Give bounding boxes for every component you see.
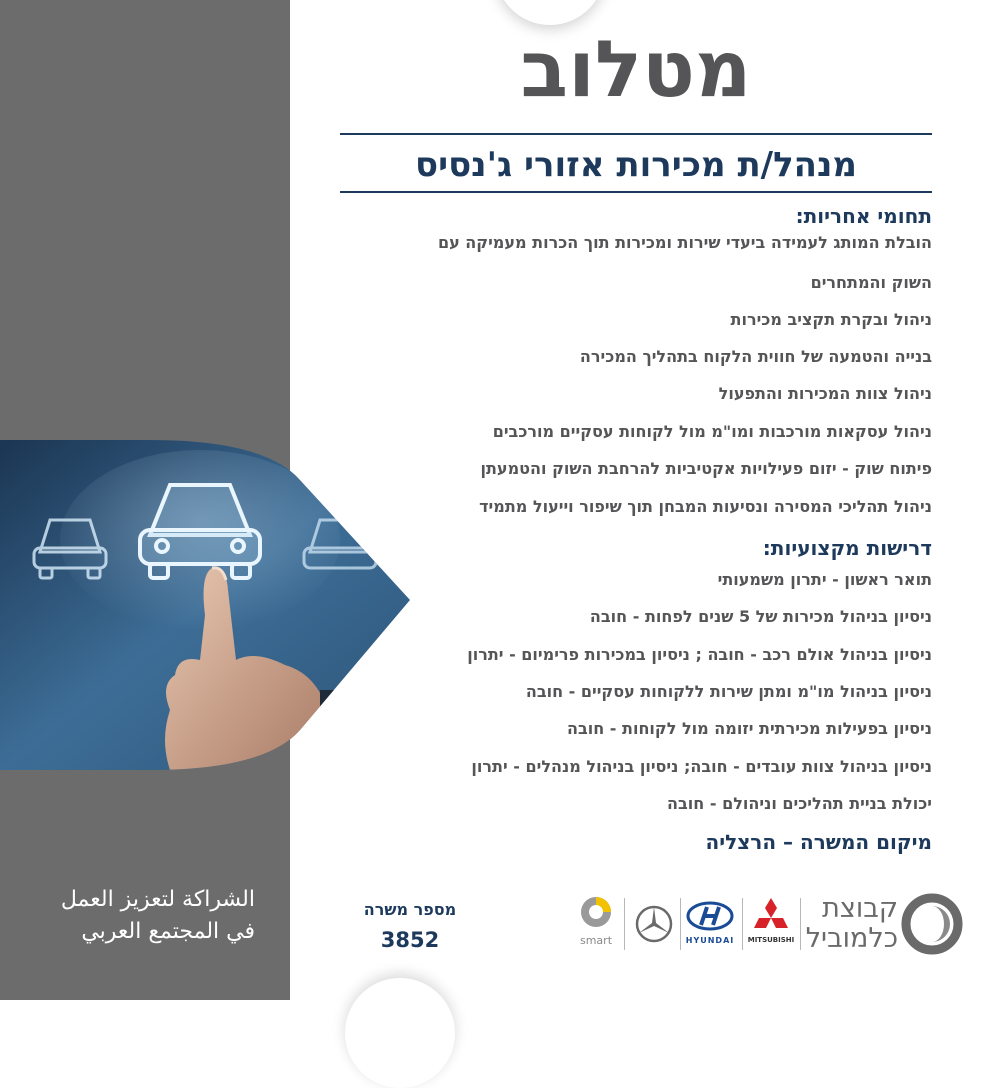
- logo-divider: [742, 898, 743, 950]
- smart-icon: [574, 892, 618, 932]
- requirement-item: ניסיון בפעילות מכירתית יזומה מול לקוחות - חובה: [567, 719, 932, 738]
- smart-logo-text: smart: [579, 934, 613, 947]
- mitsubishi-logo: [746, 892, 796, 956]
- logo-divider: [624, 898, 625, 950]
- group-ring-icon: [900, 892, 964, 956]
- colmobil-group-logo: [804, 892, 964, 956]
- requirement-item: ניסיון בניהול אולם רכב - חובה ; ניסיון במכירות פרימיום - יתרון: [467, 645, 932, 664]
- hyundai-logo-text: HYUNDAI: [685, 936, 735, 945]
- partnership-text: [0, 884, 255, 948]
- title-top-rule: [340, 133, 932, 135]
- title-bottom-rule: [340, 191, 932, 193]
- requirement-item: תואר ראשון - יתרון משמעותי: [717, 570, 932, 589]
- brand-logos: [574, 892, 964, 956]
- mercedes-logo: [632, 892, 676, 956]
- mitsubishi-diamonds-icon: [746, 892, 796, 932]
- logo-divider: [800, 898, 801, 950]
- responsibility-item: ניהול ובקרת תקציב מכירות: [730, 310, 932, 329]
- responsibility-item: השוק והמתחרים: [810, 273, 932, 292]
- job-title: מנהל/ת מכירות אזורי ג'נסיס: [414, 145, 858, 185]
- responsibility-item: פיתוח שוק - יזום פעילויות אקטיביות להרחבת השוק והטמעתן: [480, 459, 932, 478]
- responsibility-item: ניהול עסקאות מורכבות ומו"מ מול לקוחות עסקיים מורכבים: [492, 422, 932, 441]
- group-name-line-2: כלמוביל: [805, 923, 898, 954]
- requirement-item: ניסיון בניהול צוות עובדים - חובה; ניסיון בניהול מנהלים - יתרון: [471, 757, 932, 776]
- job-number-value: 3852: [380, 928, 440, 952]
- responsibility-item: הובלת המותג לעמידה ביעדי שירות ומכירות תוך הכרות מעמיקה עם: [437, 233, 932, 252]
- requirement-item: ניסיון בניהול מכירות של 5 שנים לפחות - חובה: [589, 607, 932, 626]
- partnership-line-1: الشراكة لتعزيز العمل: [60, 887, 255, 912]
- requirement-item: ניסיון בניהול מו"מ ומתן שירות ללקוחות עסקיים - חובה: [525, 682, 932, 701]
- responsibility-item: בנייה והטמעה של חווית הלקוח בתהליך המכירה: [579, 347, 932, 366]
- responsibility-item: ניהול תהליכי המסירה ונסיעות המבחן תוך שיפור וייעול מתמיד: [479, 497, 932, 516]
- group-name: [806, 894, 898, 954]
- requirements-heading: דרישות מקצועיות:: [762, 536, 932, 560]
- partnership-line-2: في المجتمع العربي: [81, 919, 255, 944]
- smart-logo: [574, 892, 618, 956]
- responsibilities-heading: תחומי אחריות:: [795, 204, 932, 228]
- logo-divider: [680, 898, 681, 950]
- page-title: מטלוב: [520, 25, 752, 115]
- group-name-line-1: קבוצת: [822, 893, 898, 924]
- hyundai-logo: [684, 892, 736, 956]
- responsibility-item: ניהול צוות המכירות והתפעול: [718, 384, 932, 403]
- mitsubishi-logo-text: MITSUBISHI: [747, 936, 795, 944]
- bottom-decorative-circle: [345, 978, 455, 1088]
- job-location: מיקום המשרה – הרצליה: [705, 830, 932, 854]
- requirement-item: יכולת בניית תהליכים וניהולם - חובה: [667, 794, 932, 813]
- job-number-label: מספר משרה: [363, 900, 457, 919]
- hyundai-h-icon: [684, 892, 736, 932]
- mercedes-star-icon: [632, 892, 676, 956]
